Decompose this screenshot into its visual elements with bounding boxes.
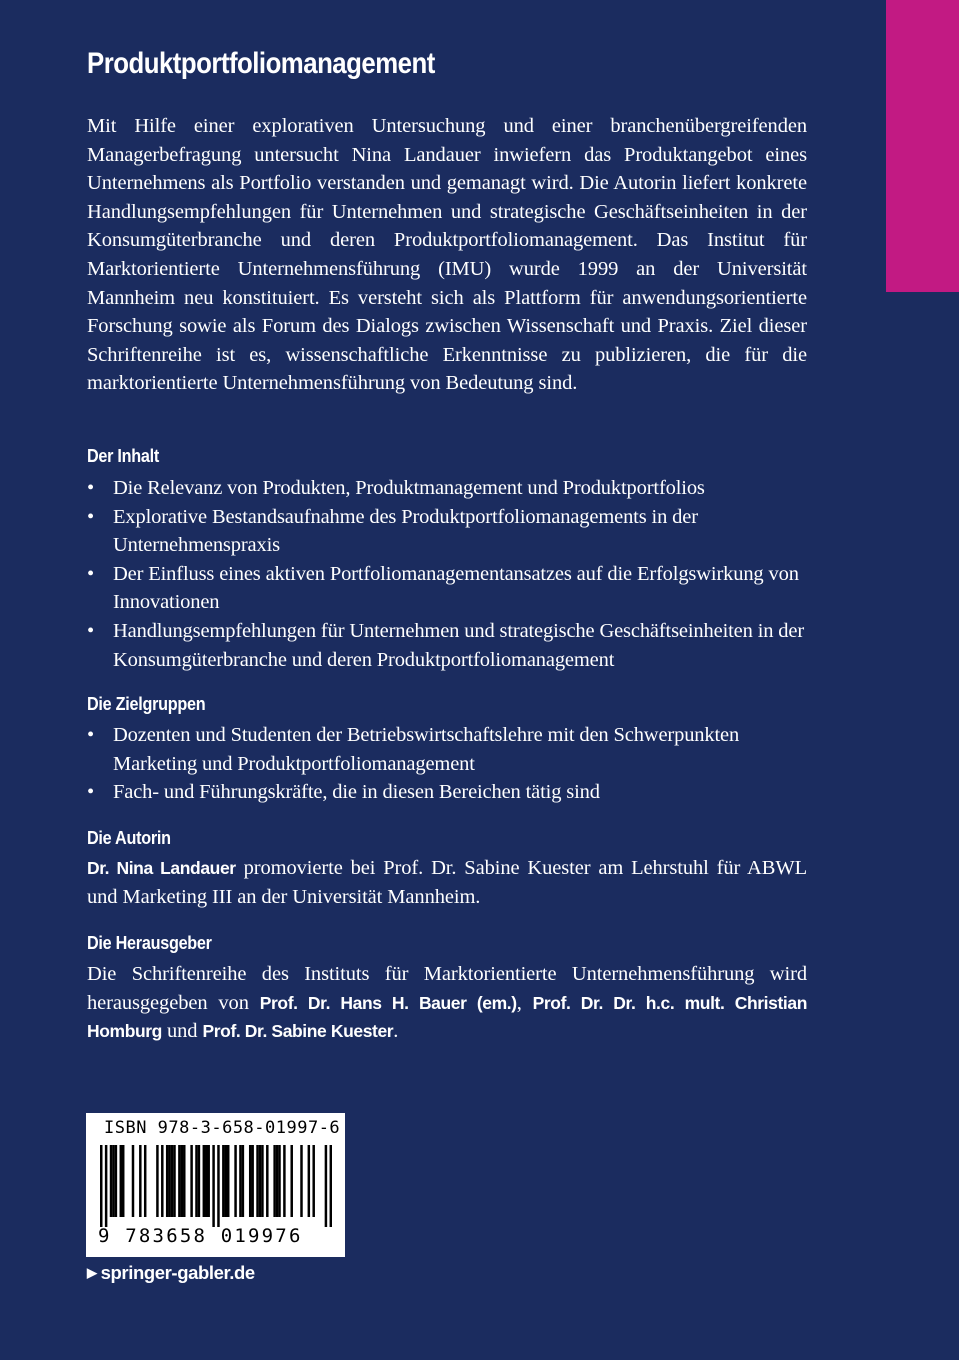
barcode-bar xyxy=(205,1145,207,1217)
barcode-bar xyxy=(173,1145,175,1217)
barcode-bar xyxy=(139,1145,141,1217)
barcode-bar xyxy=(171,1145,173,1217)
bullet-icon: • xyxy=(87,724,95,746)
editor-name: Prof. Dr. Hans H. Bauer (em.) xyxy=(259,992,517,1013)
barcode-bar xyxy=(227,1145,229,1217)
barcode-bar xyxy=(283,1145,285,1217)
bullet-icon: • xyxy=(87,619,95,642)
barcode-bar xyxy=(259,1145,261,1217)
inhalt-heading: Der Inhalt xyxy=(87,446,160,466)
barcode-bar xyxy=(266,1145,268,1217)
barcode-bar xyxy=(161,1145,163,1217)
herausgeber-paragraph: Die Schriftenreihe des Instituts für Marktorientierte Unternehmensführung wird herausgegeben von Prof. Dr. Hans H. Bauer (em.), Prof. Dr. Dr. h.c. mult. Christian Homburg und Prof. Dr. Sabine Kuester. xyxy=(87,963,807,1043)
barcode-bar xyxy=(100,1145,102,1227)
barcode-bar xyxy=(239,1145,241,1217)
editor-name: Prof. Dr. Dr. h.c. mult. Christian Homburg xyxy=(87,992,807,1042)
barcode-bar xyxy=(144,1145,146,1217)
barcode-bar xyxy=(112,1145,114,1217)
barcode-bar xyxy=(222,1145,224,1217)
barcode-bar xyxy=(290,1145,292,1217)
list-item: • Die Relevanz von Produkten, Produktmanagement und Produktportfolios xyxy=(87,474,807,503)
list-item: • Der Einfluss eines aktiven Portfoliomanagementansatzes auf die Erfolgswirkung von Innovationen xyxy=(87,560,807,617)
barcode-bar xyxy=(251,1145,253,1217)
isbn-label: ISBN 978-3-658-01997-6 xyxy=(104,1118,341,1138)
barcode-bar xyxy=(308,1145,310,1217)
barcode-bar xyxy=(225,1145,227,1217)
barcode-bar xyxy=(168,1145,170,1217)
barcode-bar xyxy=(276,1145,278,1217)
zielgruppen-list xyxy=(87,721,807,807)
barcode-bar xyxy=(207,1145,209,1217)
publisher-link[interactable]: ▶ springer-gabler.de xyxy=(87,1262,255,1283)
barcode-bar xyxy=(325,1145,327,1227)
zielgruppen-heading: Die Zielgruppen xyxy=(87,694,206,714)
bullet-icon: • xyxy=(87,505,95,528)
barcode-bar xyxy=(278,1145,280,1217)
barcode-bar xyxy=(166,1145,168,1217)
barcode-bar xyxy=(203,1145,205,1217)
barcode-bar xyxy=(217,1145,219,1227)
barcode-bar xyxy=(178,1145,180,1217)
barcode-bar xyxy=(198,1145,200,1217)
editor-name: Prof. Dr. Sabine Kuester xyxy=(202,1021,394,1042)
book-title: Produktportfoliomanagement xyxy=(87,47,435,80)
barcode-digits: 9 783658 019976 xyxy=(98,1225,303,1247)
list-item: • Handlungsempfehlungen für Unternehmen und strategische Geschäftseinheiten in der Konsumgüterbranche und deren Produktportfoliomanagement xyxy=(87,617,807,674)
arrow-right-icon: ▶ xyxy=(87,1265,97,1280)
author-name: Dr. Nina Landauer xyxy=(87,858,236,878)
barcode-bar xyxy=(195,1145,197,1217)
barcode-bar xyxy=(105,1145,107,1227)
barcode-bar xyxy=(115,1145,117,1217)
herausgeber-heading: Die Herausgeber xyxy=(87,933,212,953)
barcode-bar xyxy=(330,1145,332,1227)
barcode-bar xyxy=(300,1145,302,1217)
autorin-paragraph: Dr. Nina Landauer promovierte bei Prof. Dr. Sabine Kuester am Lehrstuhl für ABWL und Marketing III an der Universität Mannheim. xyxy=(87,857,807,908)
barcode-bar xyxy=(122,1145,124,1217)
barcode-bar xyxy=(110,1145,112,1217)
barcode-bar xyxy=(132,1145,134,1217)
intro-paragraph: Mit Hilfe einer explorativen Untersuchung und einer branchenübergreifenden Managerbefragung untersucht Nina Landauer inwiefern das Produktangebot eines Unternehmens als Portfolio verstanden und gemanagt wird. Die Autorin liefert konkrete Handlungsempfehlungen für Unternehmen und strategische Geschäftseinheiten in der Konsumgüterbranche und deren Produktportfoliomanagement. Das Institut für Marktorientierte Unternehmensführung (IMU) wurde 1999 an der Universität Mannheim neu konstituiert. Es versteht sich als Plattform für anwendungsorientierte Forschung sowie als Forum des Dialogs zwischen Wissenschaft und Praxis. Ziel dieser Schriftenreihe ist es, wissenschaftliche Erkenntnisse zu publizieren, die für die marktorientierte Unternehmensführung von Bedeutung sind. xyxy=(87,115,807,395)
barcode-bars xyxy=(100,1145,332,1227)
list-item: • Explorative Bestandsaufnahme des Produktportfoliomanagements in der Unternehmenspraxis xyxy=(87,503,807,560)
bullet-icon: • xyxy=(87,477,95,499)
barcode-bar xyxy=(256,1145,258,1217)
inhalt-list xyxy=(87,474,807,674)
barcode-bar xyxy=(261,1145,263,1217)
isbn-barcode xyxy=(86,1113,345,1257)
barcode-bar xyxy=(242,1145,244,1217)
barcode-bar xyxy=(249,1145,251,1217)
barcode-bar xyxy=(190,1145,192,1217)
autorin-heading: Die Autorin xyxy=(87,828,171,848)
barcode-bar xyxy=(120,1145,122,1217)
barcode-bar xyxy=(181,1145,183,1217)
list-item: • Fach- und Führungskräfte, die in diesen Bereichen tätig sind xyxy=(87,778,807,807)
barcode-bar xyxy=(183,1145,185,1217)
bullet-icon: • xyxy=(87,562,95,585)
barcode-bar xyxy=(156,1145,158,1217)
barcode-bar xyxy=(212,1145,214,1227)
bullet-icon: • xyxy=(87,781,95,804)
barcode-bar xyxy=(234,1145,236,1217)
accent-bar xyxy=(886,0,959,292)
barcode-bar xyxy=(273,1145,275,1217)
list-item: • Dozenten und Studenten der Betriebswirtschaftslehre mit den Schwerpunkten Marketing und Produktportfoliomanagement xyxy=(87,721,807,778)
barcode-bar xyxy=(312,1145,314,1217)
